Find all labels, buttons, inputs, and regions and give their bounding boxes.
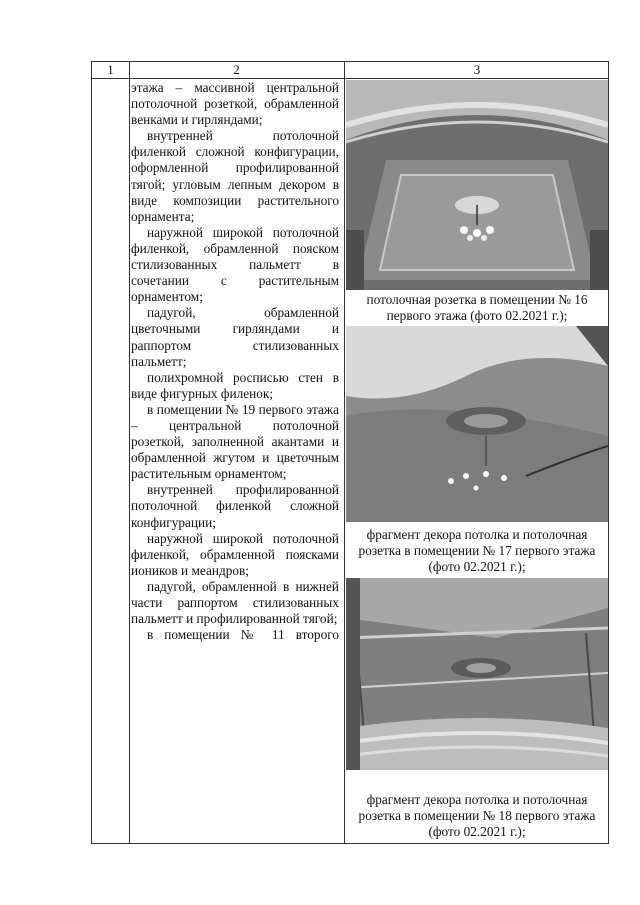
- ceiling-photo-room-18: [346, 578, 608, 770]
- description-paragraph: в помещении № 11 второго: [147, 627, 339, 643]
- header-col-2: 2: [233, 62, 240, 77]
- description-paragraph: падугой, обрамленной в нижней части раппортом стилизованных пальметт и профилированной тягой;: [131, 578, 339, 627]
- header-col-3: 3: [473, 62, 481, 77]
- photo-caption-room-16: потолочная розетка в помещении № 16 первого этажа (фото 02.2021 г.);: [366, 292, 588, 324]
- photo-caption-room-18: фрагмент декора потолка и потолочная розетка в помещении № 18 первого этажа (фото 02.2021 г.);: [358, 792, 596, 840]
- header-divider: [92, 78, 608, 79]
- header-col-1: 1: [107, 62, 114, 77]
- description-paragraph: внутренней профилированной потолочной филенкой сложной конфигурации;: [131, 482, 339, 530]
- photo-caption-room-17: фрагмент декора потолка и потолочная розетка в помещении № 17 первого этажа (фото 02.2021 г.);: [358, 527, 596, 575]
- description-paragraph: наружной широкой потолочной филенкой, обрамленной поясками иоников и меандров;: [131, 530, 339, 578]
- description-paragraph: в помещении № 19 первого этажа – центральной потолочной розеткой, заполненной акантами и обрамленной жгутом и цветочным растительным орнаментом;: [131, 401, 339, 482]
- description-paragraph: наружной широкой потолочной филенкой, обрамленной пояском стилизованных пальметт в сочетании с растительным орнаментом;: [131, 224, 339, 305]
- description-paragraph: полихромной росписью стен в виде фигурных филенок;: [131, 369, 339, 401]
- ceiling-photo-room-16: [346, 80, 608, 290]
- column-divider-2: [344, 62, 345, 843]
- description-text-column: [131, 80, 339, 643]
- description-paragraph: внутренней потолочной филенкой сложной конфигурации, оформленной профилированной тягой; угловым лепным декором в виде композиции растительного орнамента;: [131, 128, 339, 224]
- description-paragraph: этажа – массивной центральной потолочной розеткой, обрамленной венками и гирляндами;: [131, 80, 339, 128]
- ceiling-photo-room-17: [346, 326, 608, 522]
- description-paragraph: падугой, обрамленной цветочными гирляндами и раппортом стилизованных пальметт;: [131, 305, 339, 369]
- column-divider-1: [129, 62, 130, 843]
